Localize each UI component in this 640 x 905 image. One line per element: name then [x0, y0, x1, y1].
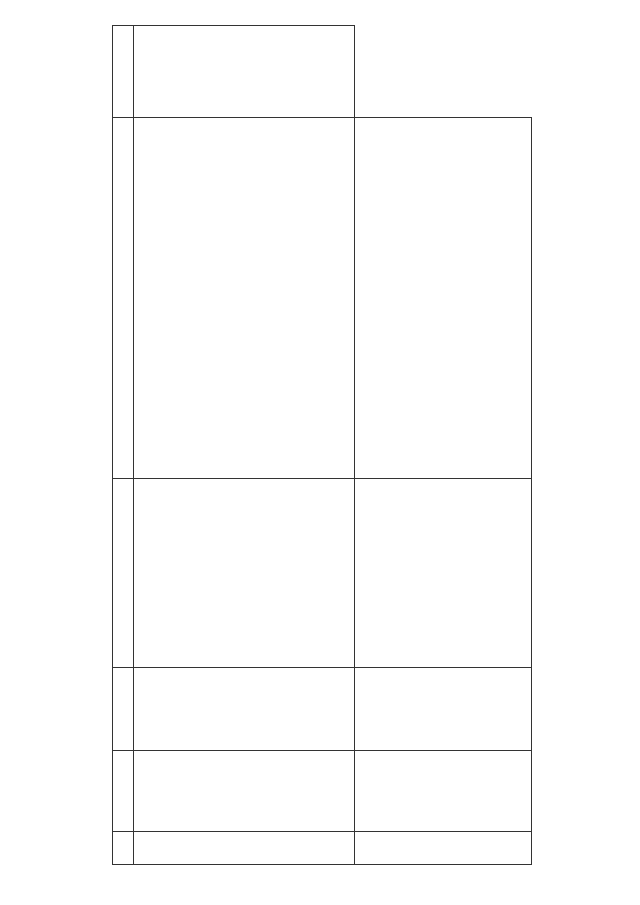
row-number: [134, 831, 355, 864]
table-header-row: [113, 26, 134, 865]
row-number: [355, 831, 532, 864]
table-row: [355, 26, 532, 865]
header-cell-3: [113, 667, 134, 750]
payment-basis: [355, 117, 532, 478]
payment-size: [134, 667, 355, 750]
header-cell-2: [113, 750, 134, 831]
header-cell-5: [113, 117, 134, 478]
payment-size: [355, 667, 532, 750]
table-row: [134, 26, 355, 865]
header-cell-6: [113, 26, 134, 118]
header-cell-1: [113, 831, 134, 864]
rotated-table-container: [112, 25, 532, 865]
payment-basis: [134, 117, 355, 478]
payment-period: [134, 26, 355, 118]
payment-name: [355, 750, 532, 831]
payment-condition: [355, 478, 532, 667]
payments-table: [112, 25, 532, 865]
header-cell-4: [113, 478, 134, 667]
payment-condition: [134, 478, 355, 667]
payment-name: [134, 750, 355, 831]
